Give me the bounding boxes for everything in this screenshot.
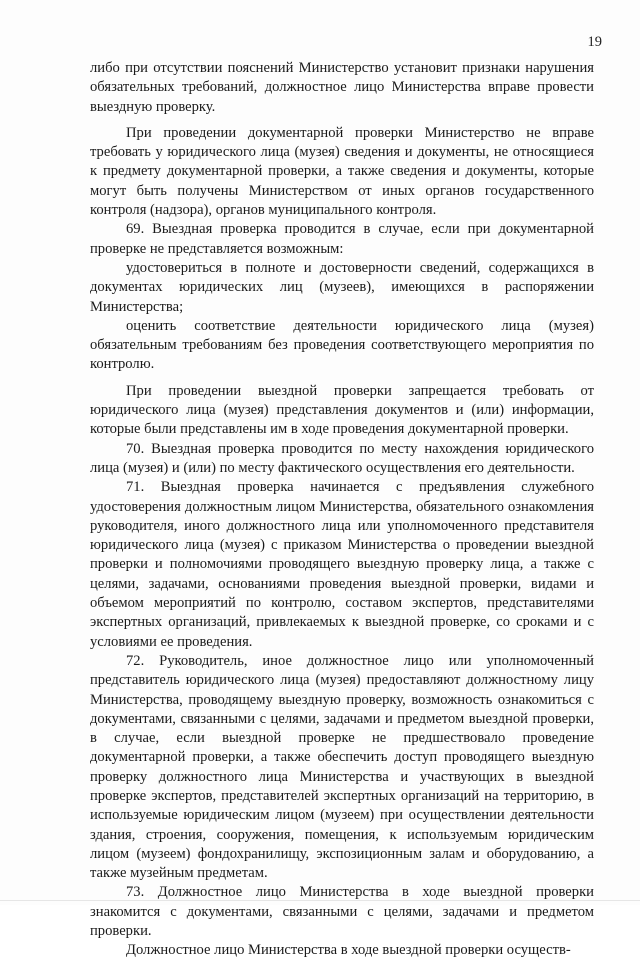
document-body [90, 59, 594, 961]
paragraph-clause-70: 70. Выездная проверка проводится по месту нахождения юридического лица (музея) и (или) по месту фактического осуществления его деятельности. [90, 440, 594, 476]
paragraph-documentary-check-restrictions: При проведении документарной проверки Министерство не вправе требовать у юридического лица (музея) сведения и документы, не относящиеся к предмету документарной проверки, а также сведения и документы, которые могут быть получены Министерством от иных органов государственного контроля (надзора), органов муниципального контроля. [90, 124, 594, 219]
page-number: 19 [587, 34, 602, 50]
paragraph-clause-72: 72. Руководитель, иное должностное лицо или уполномоченный представитель юридического лица (музея) предоставляют должностному лицу Министерства, проводящему выездную проверку, возможность ознакомиться с документами, связанными с целями, задачами и предметом выездной проверки, в случае, если выездной проверке не предшествовало проведение документарной проверки, а также обеспечить доступ проводящего выездную проверку должностного лица Министерства и участвующих в выездной проверке экспертов, представителей экспертных организаций на территорию, в используемые юридическим лицом (музеем) при осуществлении деятельности здания, строения, сооружения, помещения, к используемым юридическим лицом (музеем) фондохранилищу, экспозиционным залам и оборудованию, а также музейным предметам. [90, 652, 594, 882]
page-bottom-edge [0, 900, 640, 901]
paragraph-clause-73-continued: Должностное лицо Министерства в ходе выездной проверки осуществ- [126, 942, 571, 959]
paragraph-clause-69-item-1: удостовериться в полноте и достоверности сведений, содержащихся в документах юридических лиц (музеев), имеющихся в распоряжении Министерства; [90, 259, 594, 315]
paragraph-continuation: либо при отсутствии пояснений Министерство установит признаки нарушения обязательных требований, должностное лицо Министерства вправе провести выездную проверку. [90, 60, 594, 115]
paragraph-onsite-check-restrictions: При проведении выездной проверки запрещается требовать от юридического лица (музея) представления документов и (или) информации, которые были представлены им в ходе проведения документарной проверки. [90, 382, 594, 438]
paragraph-clause-69: 69. Выездная проверка проводится в случае, если при документарной проверке не представляется возможным: [90, 221, 594, 257]
paragraph-clause-69-item-2: оценить соответствие деятельности юридического лица (музея) обязательным требованиям без проведения соответствующего мероприятия по контролю. [90, 317, 594, 373]
paragraph-clause-73: 73. Должностное лицо Министерства в ходе выездной проверки знакомится с документами, связанными с целями, задачами и предметом проверки. [90, 884, 594, 940]
paragraph-clause-71: 71. Выездная проверка начинается с предъявления служебного удостоверения должностным лицом Министерства, обязательного ознакомления руководителя, иного должностного лица или уполномоченного представителя юридического лица (музея) с приказом Министерства о проведении выездной проверки и полномочиями проводящего выездную проверку лица, а также с целями, задачами, основаниями проведения выездной проверки, видами и объемом мероприятий по контролю, составом экспертов, представителями экспертных организаций, привлекаемых к выездной проверке, со сроками и с условиями ее проведения. [90, 479, 594, 650]
